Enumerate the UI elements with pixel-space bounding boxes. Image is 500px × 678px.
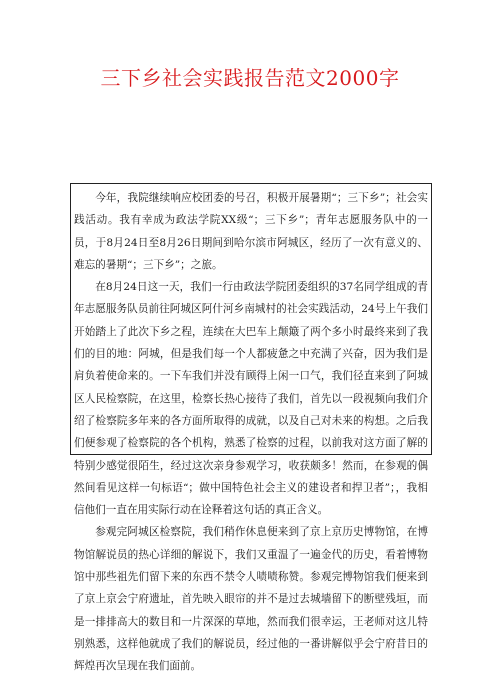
paragraph-3: 参观完阿城区检察院，我们稍作休息便来到了京上京历史博物馆，在博物馆解说员的热心详细的解说下，我们又重温了一遍金代的历史，看着博物馆中那些祖先们留下来的东西不禁令人啧啧称赞。参观完博物馆我们便来到了京上京会宁府遗址，首先映入眼帘的并不是过去城墙留下的断壁残垣，而是一排排高大的数目和一片深深的草地，然而我们很幸运，王老师对这儿特别熟悉，这样他就成了我们的解说员，经过他的一番讲解似乎会宁府昔日的辉煌再次呈现在我们面前。 [74, 526, 428, 673]
document-title: 三下乡社会实践报告范文2000字 [100, 66, 400, 90]
document-body [74, 187, 428, 678]
paragraph-1: 今年，我院继续响应校团委的号召，积极开展暑期“；三下乡”；社会实践活动。我有幸成为政法学院XX级“；三下乡”；青年志愿服务队中的一员，于8月24日至8月26日期间到哈尔滨市阿城区，经历了一次有意义的、难忘的暑期“；三下乡”；之旅。 [74, 192, 428, 271]
paragraph-2: 在8月24日这一天，我们一行由政法学院团委组织的37名同学组成的青年志愿服务队员前往阿城区阿什河乡南城村的社会实践活动，24号上午我们开始踏上了此次下乡之程，连续在大巴车上颠簸了两个多小时最终来到了我们的目的地：阿城，但是我们每一个人都疲惫之中充满了兴奋，因为我们是肩负着使命来的。一下车我们并没有顾得上闲一口气，我们径直来到了阿城区人民检察院，在这里，检察长热心接待了我们，首先以一段视频向我们介绍了检察院多年来的各方面所取得的成就，以及自己对未来的构想。之后我们便参观了检察院的各个机构，熟悉了检察的过程，以前我对这方面了解的特别少感觉很陌生，经过这次亲身参观学习，收获颇多！然而，在参观的偶然间看见这样一句标语“；做中国特色社会主义的建设者和捍卫者”；，我相信他们一直在用实际行动在诠释着这句话的真正含义。 [74, 281, 428, 517]
